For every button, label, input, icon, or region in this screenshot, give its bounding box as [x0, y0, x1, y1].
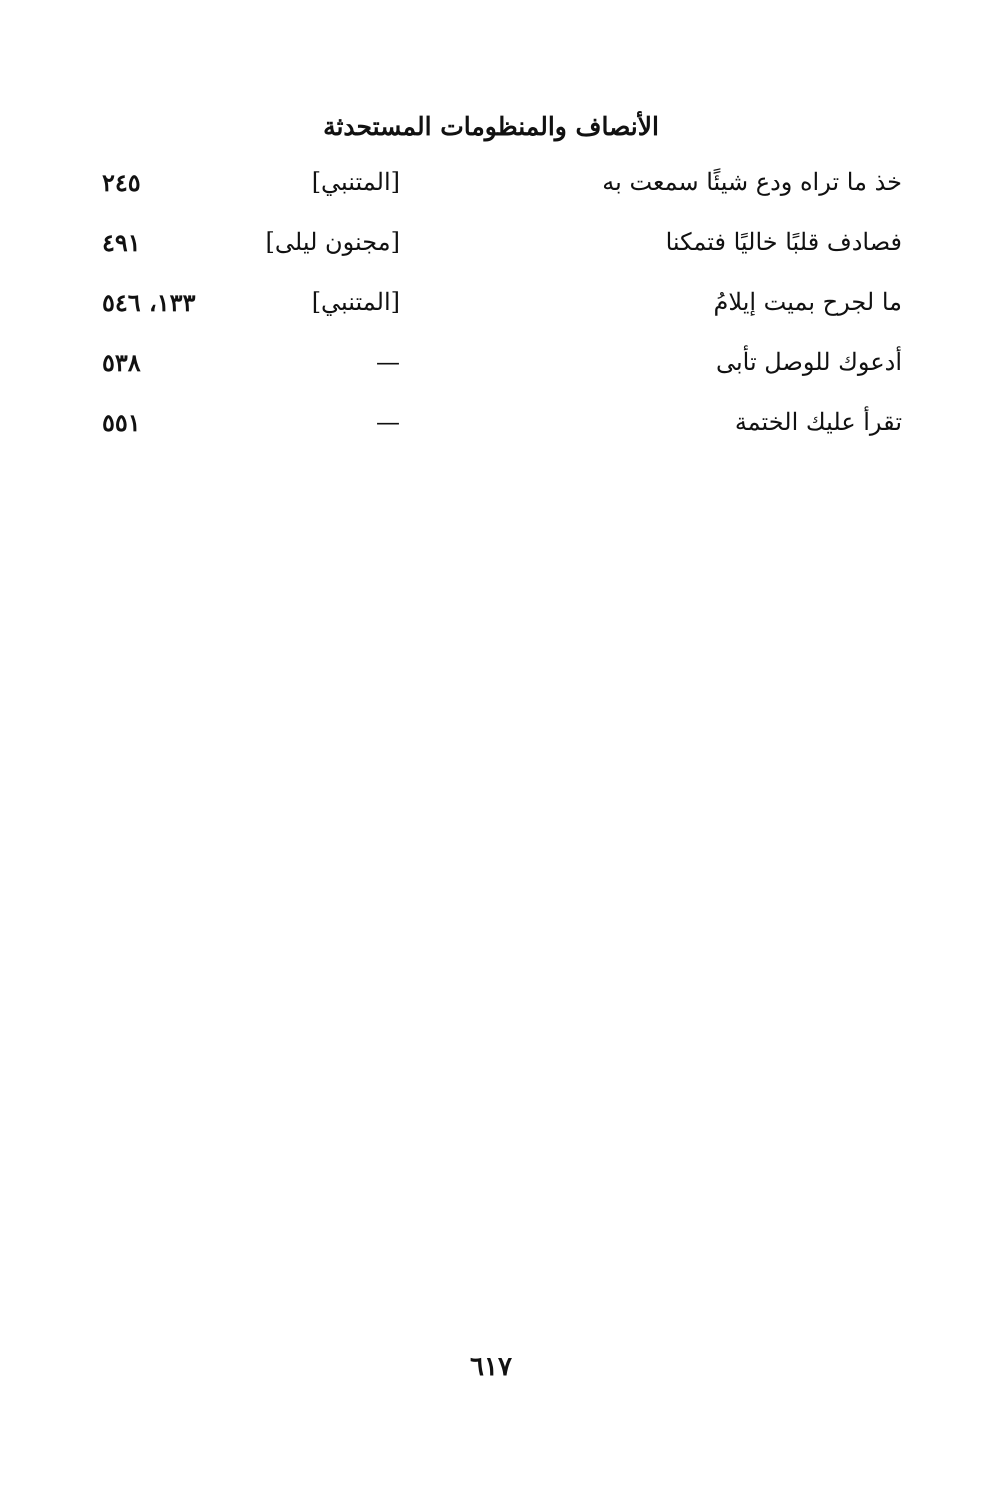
verse-text: ما لجرح بميت إيلامُ [713, 288, 902, 316]
index-row [80, 408, 902, 468]
page-number: ٦١٧ [470, 1352, 512, 1382]
page-reference: ٥٣٨ [102, 348, 141, 377]
page-reference: ٢٤٥ [102, 168, 141, 197]
verse-text: أدعوك للوصل تأبى [716, 348, 902, 376]
page-reference: ٥٥١ [102, 408, 141, 437]
poet-name: [مجنون ليلى] [265, 228, 400, 256]
index-row [80, 228, 902, 288]
index-row [80, 348, 902, 408]
page-title: الأنصاف والمنظومات المستحدثة [323, 112, 659, 141]
poet-name: — [376, 348, 400, 376]
page-reference: ٤٩١ [102, 228, 141, 257]
poet-name: — [376, 408, 400, 436]
poet-name: [المتنبي] [311, 288, 400, 316]
index-row [80, 288, 902, 348]
verse-text: فصادف قلبًا خاليًا فتمكنا [665, 228, 902, 256]
verse-text: خذ ما تراه ودع شيئًا سمعت به [602, 168, 902, 196]
verse-index-table [80, 168, 902, 468]
verse-text: تقرأ عليك الختمة [734, 408, 902, 436]
poet-name: [المتنبي] [311, 168, 400, 196]
page-reference: ١٣٣، ٥٤٦ [102, 288, 196, 317]
index-row [80, 168, 902, 228]
